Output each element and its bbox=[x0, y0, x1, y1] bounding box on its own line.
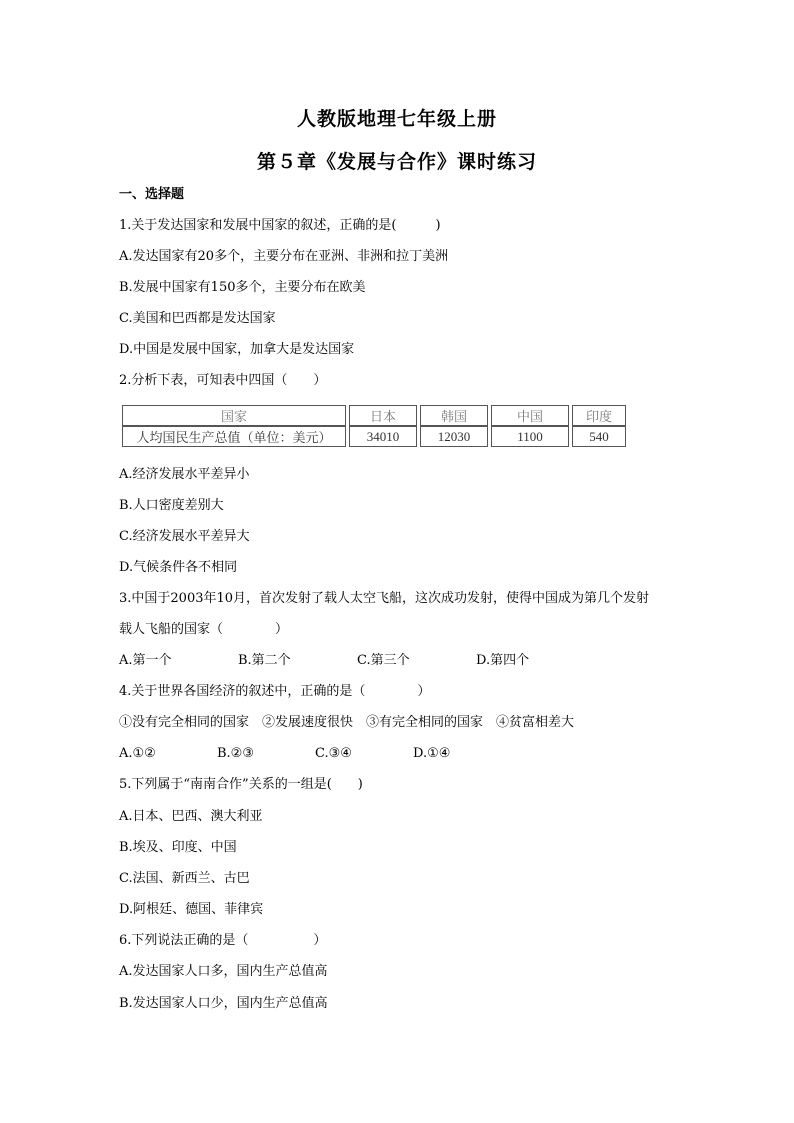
table-header-row bbox=[122, 405, 626, 426]
table-cell: 印度 bbox=[572, 405, 626, 426]
q5-option-b: B.埃及、印度、中国 bbox=[119, 840, 237, 855]
q5-option-d: D.阿根廷、德国、菲律宾 bbox=[119, 902, 264, 917]
q2-stem: 2.分析下表，可知表中四国（ ） bbox=[119, 373, 327, 388]
q1-stem: 1.关于发达国家和发展中国家的叙述，正确的是( ) bbox=[119, 218, 441, 233]
q2-option-b: B.人口密度差别大 bbox=[119, 498, 224, 513]
table-cell: 1100 bbox=[491, 426, 569, 447]
q4-option-b: B.②③ bbox=[217, 746, 254, 761]
section-heading: 一、选择题 bbox=[119, 187, 185, 202]
table-cell: 国家 bbox=[122, 405, 346, 426]
q1-option-a: A.发达国家有20多个，主要分布在亚洲、非洲和拉丁美洲 bbox=[119, 249, 449, 264]
q1-option-d: D.中国是发展中国家，加拿大是发达国家 bbox=[119, 342, 355, 357]
q4-option-c: C.③④ bbox=[315, 746, 352, 761]
q4-stem: 4.关于世界各国经济的叙述中，正确的是（ ） bbox=[119, 684, 431, 699]
q3-stem-line1: 3.中国于2003年10月，首次发射了载人太空飞船，这次成功发射，使得中国成为第几个发射 bbox=[119, 591, 650, 606]
table-cell: 中国 bbox=[491, 405, 569, 426]
q6-stem: 6.下列说法正确的是（ ） bbox=[119, 933, 327, 948]
table-row bbox=[122, 426, 626, 447]
document-title: 人教版地理七年级上册 bbox=[296, 108, 497, 130]
q5-option-c: C.法国、新西兰、古巴 bbox=[119, 871, 250, 886]
q6-option-a: A.发达国家人口多，国内生产总值高 bbox=[119, 964, 328, 979]
q3-option-b: B.第二个 bbox=[238, 653, 291, 668]
q4-items: ①没有完全相同的国家 ②发展速度很快 ③有完全相同的国家 ④贫富相差大 bbox=[119, 715, 575, 730]
q3-stem-line2: 载人飞船的国家（ ） bbox=[119, 622, 289, 637]
gdp-table bbox=[119, 405, 629, 447]
table-cell: 12030 bbox=[420, 426, 488, 447]
q3-option-a: A.第一个 bbox=[119, 653, 172, 668]
table-cell: 日本 bbox=[349, 405, 417, 426]
q1-option-c: C.美国和巴西都是发达国家 bbox=[119, 311, 276, 326]
table-cell: 540 bbox=[572, 426, 626, 447]
q4-option-d: D.①④ bbox=[413, 746, 451, 761]
q3-option-d: D.第四个 bbox=[476, 653, 530, 668]
q6-option-b: B.发达国家人口少，国内生产总值高 bbox=[119, 996, 328, 1011]
table-cell: 人均国民生产总值（单位：美元） bbox=[122, 426, 346, 447]
table-cell: 34010 bbox=[349, 426, 417, 447]
q3-option-c: C.第三个 bbox=[357, 653, 410, 668]
table-cell: 韩国 bbox=[420, 405, 488, 426]
document-subtitle: 第５章《发展与合作》课时练习 bbox=[256, 151, 537, 173]
q5-stem: 5.下列属于“南南合作”关系的一组是( ) bbox=[119, 777, 363, 792]
q2-option-d: D.气候条件各不相同 bbox=[119, 560, 238, 575]
q1-option-b: B.发展中国家有150多个，主要分布在欧美 bbox=[119, 280, 366, 295]
q2-option-c: C.经济发展水平差异大 bbox=[119, 529, 250, 544]
q5-option-a: A.日本、巴西、澳大利亚 bbox=[119, 809, 263, 824]
q2-option-a: A.经济发展水平差异小 bbox=[119, 467, 250, 482]
q4-option-a: A.①② bbox=[119, 746, 156, 761]
